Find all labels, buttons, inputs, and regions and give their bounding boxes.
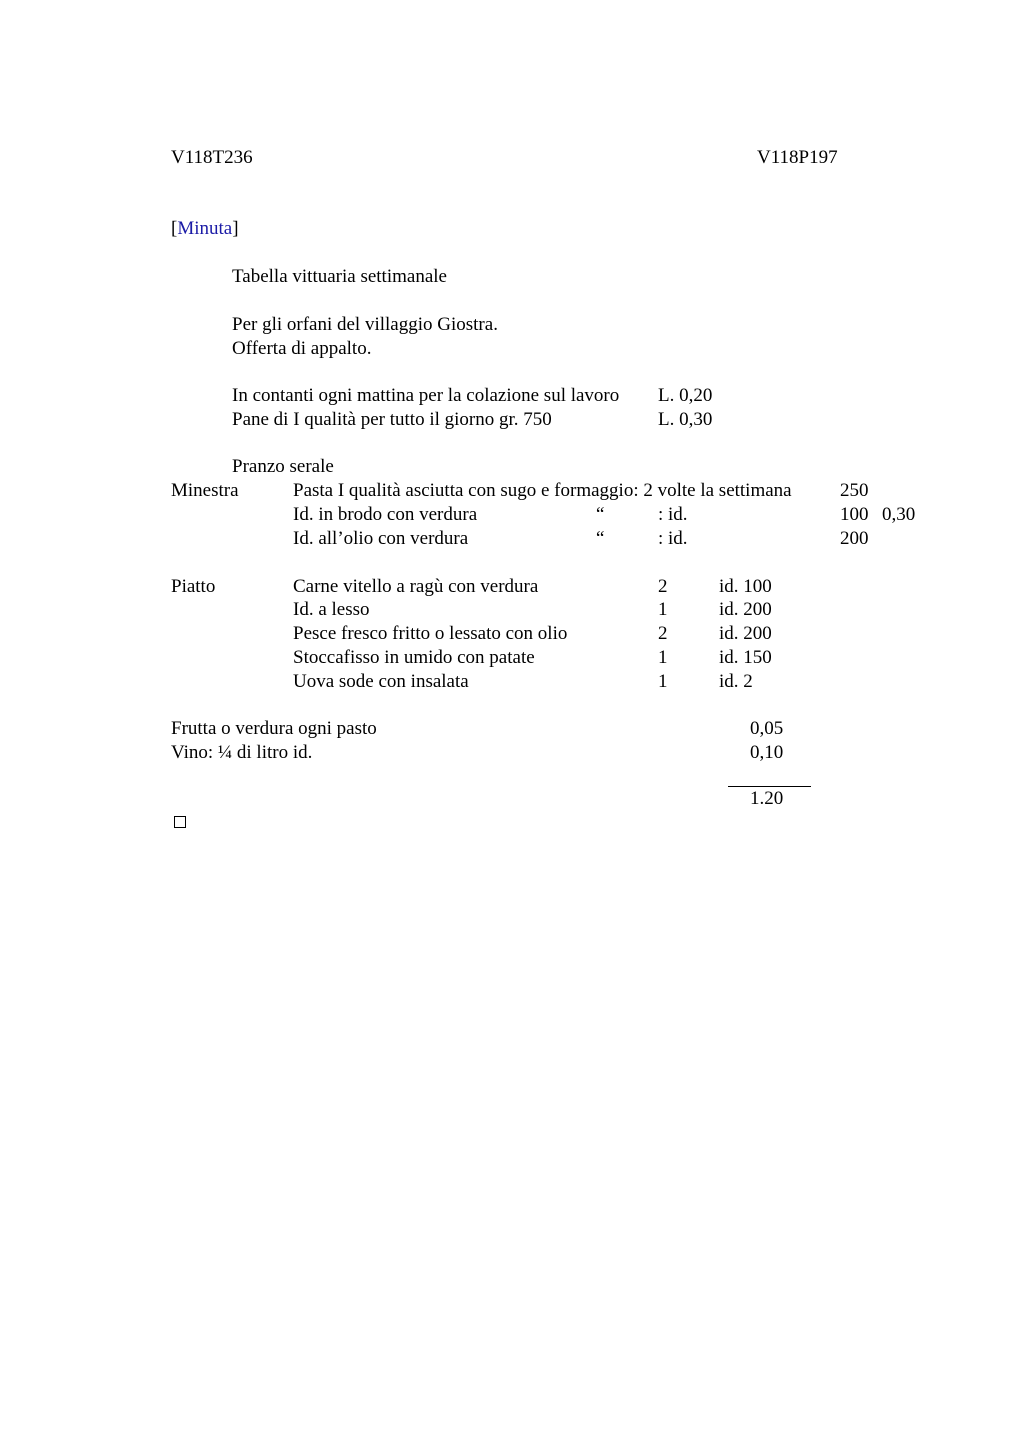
- close-bracket: ]: [232, 218, 239, 239]
- checkbox-square-icon: [174, 816, 186, 828]
- open-bracket: [: [171, 218, 178, 239]
- minuta-marker: [171, 217, 239, 241]
- piatto-row-count: 1: [658, 647, 668, 668]
- minestra-row-ditto: “: [596, 504, 605, 525]
- piatto-row-text: Stoccafisso in umido con patate: [293, 647, 535, 668]
- minuta-link[interactable]: Minuta: [177, 218, 233, 239]
- document-title: Tabella vittuaria settimanale: [232, 266, 447, 287]
- piatto-row-qty: id. 200: [719, 623, 772, 644]
- minestra-row-qty: 200: [840, 528, 869, 549]
- piatto-row-count: 1: [658, 599, 668, 620]
- document-code-right: V118P197: [757, 147, 838, 168]
- piatto-row-count: 2: [658, 623, 668, 644]
- piatto-row-qty: id. 2: [719, 671, 753, 692]
- extra-item-price: 0,05: [750, 718, 784, 739]
- minestra-row-qty: 250: [840, 480, 869, 501]
- piatto-row-text: Uova sode con insalata: [293, 671, 469, 692]
- cash-item-price: L. 0,20: [658, 385, 713, 406]
- intro-line-2: Offerta di appalto.: [232, 338, 372, 359]
- piatto-label: Piatto: [171, 576, 216, 597]
- piatto-row-text: Carne vitello a ragù con verdura: [293, 576, 539, 597]
- total-value: 1.20: [750, 788, 784, 809]
- piatto-row-count: 2: [658, 576, 668, 597]
- piatto-row-count: 1: [658, 671, 668, 692]
- minestra-price: 0,30: [882, 504, 916, 525]
- bread-item-price: L. 0,30: [658, 409, 713, 430]
- minestra-row-text: Id. all’olio con verdura: [293, 528, 469, 549]
- minestra-row-ditto: “: [596, 528, 605, 549]
- extra-item-text: Frutta o verdura ogni pasto: [171, 718, 377, 739]
- intro-line-1: Per gli orfani del villaggio Giostra.: [232, 314, 498, 335]
- piatto-row-text: Pesce fresco fritto o lessato con olio: [293, 623, 568, 644]
- piatto-row-qty: id. 100: [719, 576, 772, 597]
- bread-item-text: Pane di I qualità per tutto il giorno gr. 750: [232, 409, 552, 430]
- minestra-row-freq: : id.: [658, 504, 688, 525]
- piatto-row-qty: id. 150: [719, 647, 772, 668]
- extra-item-price: 0,10: [750, 742, 784, 763]
- piatto-row-text: Id. a lesso: [293, 599, 370, 620]
- minestra-label: Minestra: [171, 480, 239, 501]
- extra-item-text: Vino: ¼ di litro id.: [171, 742, 313, 763]
- cash-item-text: In contanti ogni mattina per la colazione sul lavoro: [232, 385, 620, 406]
- piatto-row-qty: id. 200: [719, 599, 772, 620]
- document-code-left: V118T236: [171, 147, 253, 168]
- dinner-heading: Pranzo serale: [232, 456, 334, 477]
- minestra-row-freq: : id.: [658, 528, 688, 549]
- minestra-row-qty: 100: [840, 504, 869, 525]
- minestra-row-text: Pasta I qualità asciutta con sugo e formaggio: 2 volte la settimana: [293, 480, 792, 501]
- minestra-row-text: Id. in brodo con verdura: [293, 504, 478, 525]
